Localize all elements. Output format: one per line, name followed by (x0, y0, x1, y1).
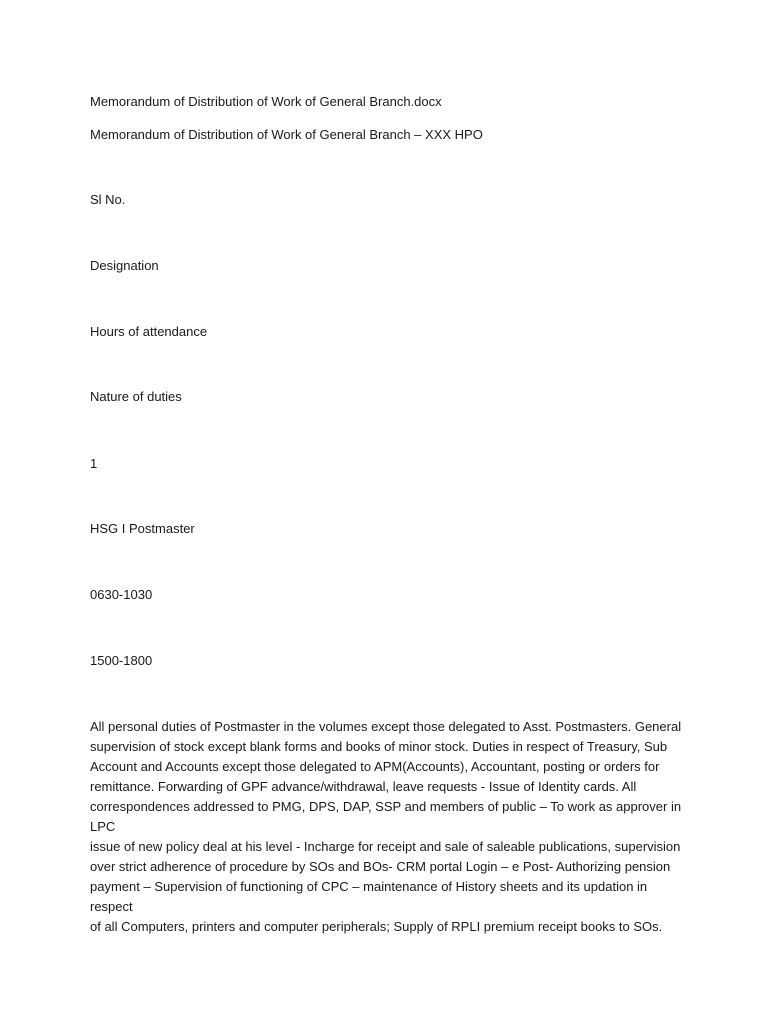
header-nature-of-duties: Nature of duties (90, 389, 182, 404)
row-sl-no: 1 (90, 456, 98, 471)
header-hours-of-attendance: Hours of attendance (90, 324, 208, 339)
document-title: Memorandum of Distribution of Work of General Branch – XXX HPO (90, 127, 483, 142)
header-sl-no: Sl No. (90, 192, 126, 207)
row-designation: HSG I Postmaster (90, 521, 195, 536)
document-filename: Memorandum of Distribution of Work of General Branch.docx (90, 94, 442, 109)
row-nature-of-duties: All personal duties of Postmaster in the volumes except those delegated to Asst. Postmasters. General supervision of stock except blank forms and books of minor stock. Duties in respect of Treasury, Sub Account and Accounts except those delegated to APM(Accounts), Accountant, posting or orders for remittance. Forwarding of GPF advance/withdrawal, leave requests - Issue of Identity cards. All correspondences addressed to PMG, DPS, DAP, SSP and members of public – To work as approver in LPC issue of new policy deal at his level - Incharge for receipt and sale of saleable publications, supervision over strict adherence of procedure by SOs and BOs- CRM portal Login – e Post- Authorizing pension payment – Supervision of functioning of CPC – maintenance of History sheets and its updation in respect of all Computers, printers and computer peripherals; Supply of RPLI premium receipt books to SOs. (90, 719, 682, 934)
row-hours-evening: 1500-1800 (90, 653, 153, 668)
header-designation: Designation (90, 258, 159, 273)
row-hours-morning: 0630-1030 (90, 587, 153, 602)
